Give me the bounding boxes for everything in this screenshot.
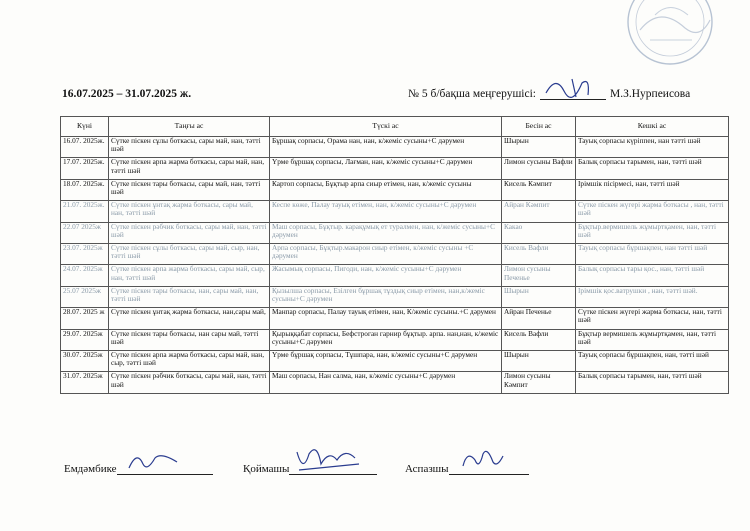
table-row [61, 329, 729, 350]
cell-snack: Айран Кәмпит [502, 201, 576, 222]
cell-lunch: Қызылша сорпасы, Езілген бұршақ тұздық сиыр етімен, нан,к/жеміс сусыны+С дәрумен [270, 286, 502, 307]
menu-period: 16.07.2025 – 31.07.2025 ж. [62, 88, 192, 100]
cell-lunch: Бұршақ сорпасы, Орама нан, нан, к/жеміс сусыны+С дәрумен [270, 137, 502, 158]
table-row [61, 350, 729, 371]
cook-signature-line [449, 462, 529, 475]
cell-snack: Шырын [502, 137, 576, 158]
cell-date: 28.07. 2025 ж [61, 308, 109, 329]
table-row [61, 286, 729, 307]
cell-date: 17.07. 2025ж. [61, 158, 109, 179]
cell-date: 23.07. 2025ж [61, 243, 109, 264]
cell-lunch: Манпар сорпасы, Палау тауық етімен, нан, К/жеміс сусыны.+С дәрумен [270, 308, 502, 329]
cell-lunch: Маш сорпасы, Бұқтыр. карақұмық ет туралмен, нан, к/жеміс сусыны+С дәрумен [270, 222, 502, 243]
manager-name: М.З.Нурпеисова [610, 88, 691, 100]
table-row [61, 372, 729, 393]
cell-breakfast: Сүтке піскен рәбчик боткасы, сары май, нан, тәтті шәй [109, 222, 270, 243]
cell-dinner: Балық сорпасы тарымен, нан, тәтті шәй [576, 158, 729, 179]
cell-dinner: Тауық сорпасы бұршақпен, нан тәтті шәй [576, 243, 729, 264]
table-row [61, 158, 729, 179]
cell-breakfast: Сүтке піскен ұнтақ жарма боткасы, нан,сары май, [109, 308, 270, 329]
weekly-menu-table [60, 116, 729, 394]
cell-breakfast: Сүтке піскен тары боткасы, нан, сары май, нан, тәтті шәй [109, 286, 270, 307]
table-header-row [61, 117, 729, 137]
cell-date: 16.07. 2025ж. [61, 137, 109, 158]
storekeeper-signature-line [289, 462, 377, 475]
table-row [61, 179, 729, 200]
nurse-label: Емдәмбике [64, 463, 117, 475]
cell-snack: Айран Печенье [502, 308, 576, 329]
cell-snack: Шырын [502, 286, 576, 307]
cell-breakfast: Сүтке піскен тары боткасы, сары май, нан, тәтті шәй [109, 179, 270, 200]
stamp-seal [600, 0, 750, 70]
cell-breakfast: Сүтке піскен арпа жарма боткасы, сары май, нан, сыр, тәтті шәй [109, 350, 270, 371]
manager-signature [542, 71, 602, 101]
cell-dinner: Ірімшік пісірмесі, нан, тәтті шәй [576, 179, 729, 200]
nurse-signature-block [64, 462, 213, 475]
cell-dinner: Ірімшік қос.ватрушки , нан, тәтті шәй. [576, 286, 729, 307]
cell-breakfast: Сүтке піскен арпа жарма боткасы, сары май, нан, тәтті шәй [109, 158, 270, 179]
cell-lunch: Арпа сорпасы, Бұқтыр.макарон сиыр етімен, к/жеміс сусыны +С дәрумен [270, 243, 502, 264]
table-row [61, 308, 729, 329]
cell-lunch: Үрме бұршақ сорпасы, Тұшпара, нан, к/жеміс сусыны+С дәрумен [270, 350, 502, 371]
cook-signature [449, 444, 509, 474]
cell-date: 21.07. 2025ж. [61, 201, 109, 222]
cell-date: 22.07 2025ж [61, 222, 109, 243]
cell-snack: Шырын [502, 350, 576, 371]
cell-date: 24.07. 2025ж [61, 265, 109, 286]
cell-breakfast: Сүтке піскен рәбчик боткасы, сары май, нан, тәтті шәй [109, 372, 270, 393]
column-header-dinner: Кешкі ас [576, 117, 729, 137]
cell-breakfast: Сүтке піскен сұлы боткасы, сары май, сыр, нан, тәтті шәй [109, 243, 270, 264]
cell-lunch: Кеспе көже, Палау тауық етімен, нан, к/жеміс сусыны+С дәрумен [270, 201, 502, 222]
table-row [61, 137, 729, 158]
cell-date: 18.07. 2025ж. [61, 179, 109, 200]
cell-lunch: Жасымық сорпасы, Пигоди, нан, к/жеміс сусыны+С дәрумен [270, 265, 502, 286]
cell-snack: Кисель Вафли [502, 243, 576, 264]
cell-dinner: Сүтке піскен жүгері жарма боткасы, нан, тәтті шәй [576, 308, 729, 329]
cell-dinner: Сүтке піскен жүгері жарма боткасы , нан, тәтті шәй [576, 201, 729, 222]
cell-breakfast: Сүтке піскен тары боткасы, нан сары май, тәтті шәй [109, 329, 270, 350]
manager-block [408, 85, 690, 100]
cell-snack: Кисель Вафли [502, 329, 576, 350]
table-row [61, 222, 729, 243]
cell-date: 25.07 2025ж [61, 286, 109, 307]
cell-snack: Лимон сусыны Печенье [502, 265, 576, 286]
cell-dinner: Бұқтыр вермишель жұмыртқамен, нан, тәтті шәй [576, 329, 729, 350]
cell-lunch: Маш сорпасы, Нан салма, нан, к/жеміс сусыны+С дәрумен [270, 372, 502, 393]
cell-breakfast: Сүтке піскен сұлы боткасы, сары май, нан, тәтті шәй [109, 137, 270, 158]
column-header-lunch: Түскі ас [270, 117, 502, 137]
table-row [61, 265, 729, 286]
cell-snack: Какао [502, 222, 576, 243]
column-header-date: Күні [61, 117, 109, 137]
cell-date: 29.07. 2025ж [61, 329, 109, 350]
cell-lunch: Үрме бұршақ сорпасы, Лағман, нан, к/жеміс сусыны+С дәрумен [270, 158, 502, 179]
storekeeper-signature-block [243, 462, 377, 475]
cell-date: 30.07. 2025ж [61, 350, 109, 371]
storekeeper-signature [289, 444, 369, 478]
cell-lunch: Қырыққабат сорпасы, Бефстроган гарнир бұқтыр. арпа. нан,нан, к/жеміс сусыны+С дәрумен [270, 329, 502, 350]
cook-label: Аспазшы [405, 463, 449, 475]
cell-breakfast: Сүтке піскен ұнтақ жарма боткасы, сары май, нан, тәтті шәй [109, 201, 270, 222]
nurse-signature [117, 444, 187, 474]
table-row [61, 201, 729, 222]
manager-signature-line [540, 85, 606, 100]
cell-date: 31.07. 2025ж [61, 372, 109, 393]
column-header-snack: Бесін ас [502, 117, 576, 137]
cell-dinner: Балық сорпасы тары қос., нан, тәтті шәй [576, 265, 729, 286]
cell-snack: Кисель Кәмпит [502, 179, 576, 200]
manager-label: № 5 б/бақша меңгерушісі: [408, 88, 536, 100]
cell-dinner: Тауық сорпасы бұршақпен, нан, тәтті шәй [576, 350, 729, 371]
storekeeper-label: Қоймашы [243, 463, 290, 475]
cell-breakfast: Сүтке піскен арпа жарма боткасы, сары май, сыр, нан, тәтті шәй [109, 265, 270, 286]
cell-lunch: Картоп сорпасы, Бұқтыр арпа сиыр етімен, нан, к/жеміс сусыны [270, 179, 502, 200]
cook-signature-block [405, 462, 529, 475]
cell-dinner: Тауық сорпасы күріппен, нан тәтті шәй [576, 137, 729, 158]
cell-snack: Лимон сусыны Вафли [502, 158, 576, 179]
nurse-signature-line [117, 462, 213, 475]
cell-dinner: Балық сорпасы тарымен, нан, тәтті шәй [576, 372, 729, 393]
column-header-breakfast: Таңғы ас [109, 117, 270, 137]
cell-dinner: Бұқтыр.вермишель жұмыртқамен, нан, тәтті шәй [576, 222, 729, 243]
cell-snack: Лимон сусыны Кәмпит [502, 372, 576, 393]
table-row [61, 243, 729, 264]
